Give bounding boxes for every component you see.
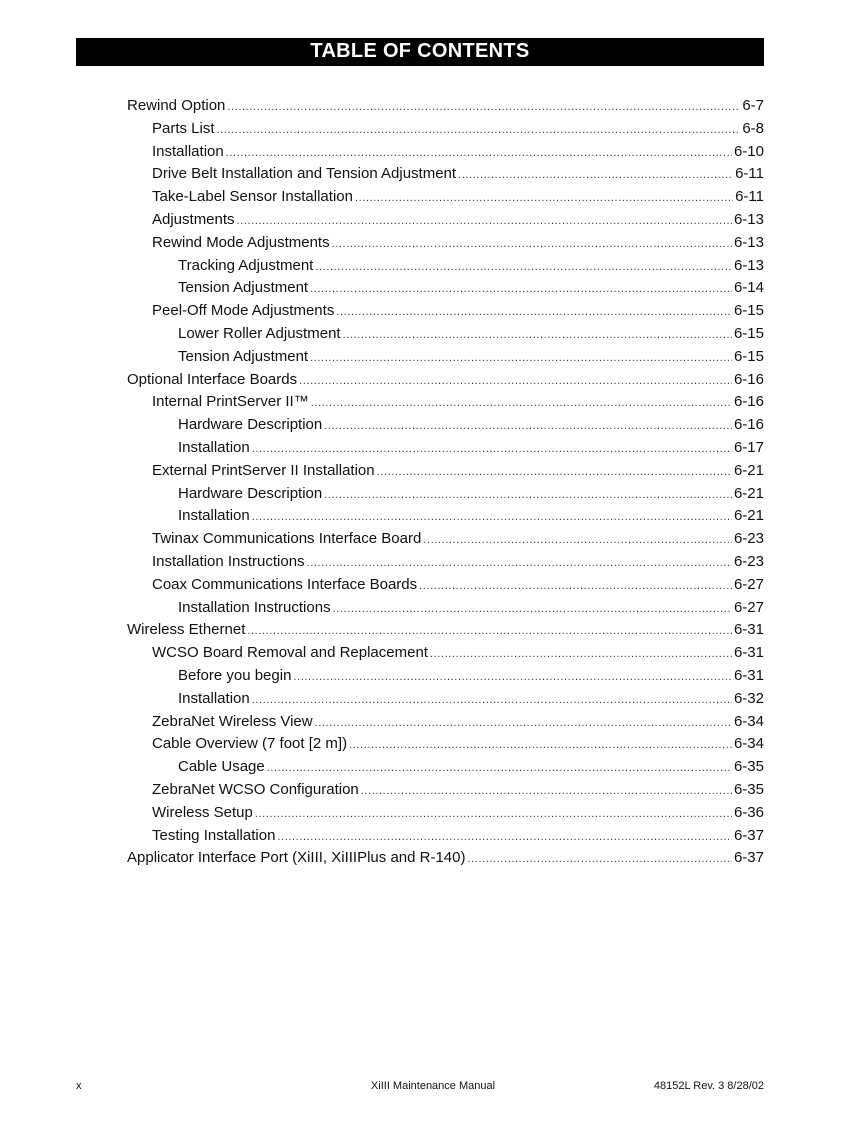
toc-entry-title: Internal PrintServer II™ [152, 393, 309, 411]
toc-leader-dots [252, 438, 732, 461]
toc-entry-title: Adjustments [152, 210, 235, 228]
toc-leader-dots [423, 529, 732, 552]
toc-entry-page: 6-10 [733, 142, 764, 160]
toc-entry-page: 6-15 [733, 347, 764, 365]
toc-entry[interactable] [127, 597, 764, 620]
toc-entry-page: 6-23 [733, 530, 764, 548]
toc-entry[interactable] [127, 232, 764, 255]
toc-entry-title: Rewind Mode Adjustments [152, 233, 330, 251]
toc-entry-page: 6-31 [733, 666, 764, 684]
toc-entry-title: Hardware Description [178, 416, 323, 434]
toc-leader-dots [299, 370, 732, 393]
toc-leader-dots [361, 780, 732, 803]
toc-entry[interactable] [127, 163, 764, 186]
toc-list [127, 95, 764, 870]
toc-entry-page: 6-11 [735, 188, 764, 206]
toc-entry[interactable] [127, 414, 764, 437]
toc-entry-page: 6-15 [733, 302, 764, 320]
toc-entry-page: 6-37 [733, 826, 764, 844]
toc-entry-page: 6-21 [733, 507, 764, 525]
toc-entry[interactable] [127, 460, 764, 483]
toc-entry-title: Installation [178, 507, 250, 525]
toc-entry-title: Wireless Setup [152, 803, 253, 821]
toc-entry-title: Testing Installation [152, 826, 276, 844]
toc-entry[interactable] [127, 505, 764, 528]
footer-document-number: 48152L Rev. 3 8/28/02 [653, 1080, 764, 1092]
toc-entry-title: Coax Communications Interface Boards [152, 575, 418, 593]
toc-entry[interactable] [127, 118, 764, 141]
toc-entry-page: 6-17 [733, 438, 764, 456]
toc-entry[interactable] [127, 323, 764, 346]
toc-title-bar [76, 38, 764, 66]
toc-entry-page: 6-8 [742, 119, 764, 137]
toc-leader-dots [333, 598, 732, 621]
toc-leader-dots [343, 324, 732, 347]
toc-leader-dots [336, 301, 732, 324]
toc-entry-page: 6-21 [733, 484, 764, 502]
toc-entry-title: Installation [152, 142, 224, 160]
toc-entry-title: Installation [178, 438, 250, 456]
toc-leader-dots [430, 643, 732, 666]
toc-entry-title: Twinax Communications Interface Board [152, 530, 422, 548]
toc-leader-dots [267, 757, 732, 780]
toc-entry[interactable] [127, 551, 764, 574]
toc-entry-title: Rewind Option [127, 97, 226, 114]
toc-leader-dots [252, 689, 732, 712]
toc-entry[interactable] [127, 733, 764, 756]
toc-entry-page: 6-15 [733, 324, 764, 342]
toc-entry-page: 6-31 [733, 644, 764, 662]
toc-entry-page: 6-14 [733, 279, 764, 297]
toc-entry-page: 6-34 [733, 735, 764, 753]
toc-title: TABLE OF CONTENTS [310, 40, 530, 62]
toc-entry[interactable] [127, 141, 764, 164]
toc-entry[interactable] [127, 665, 764, 688]
toc-entry-page: 6-31 [733, 621, 764, 639]
toc-leader-dots [217, 119, 741, 142]
toc-entry-title: Wireless Ethernet [127, 621, 246, 639]
toc-entry-title: Before you begin [178, 666, 292, 684]
toc-entry[interactable] [127, 346, 764, 369]
toc-entry[interactable] [127, 300, 764, 323]
toc-entry-title: Hardware Description [178, 484, 323, 502]
toc-entry-page: 6-27 [733, 575, 764, 593]
toc-entry-title: Installation [178, 689, 250, 707]
toc-entry-page: 6-11 [735, 165, 764, 183]
toc-entry-title: ZebraNet WCSO Configuration [152, 780, 359, 798]
toc-entry-title: Lower Roller Adjustment [178, 324, 341, 342]
footer-manual-title: XiIII Maintenance Manual [370, 1080, 496, 1092]
toc-leader-dots [377, 461, 732, 484]
toc-leader-dots [355, 187, 733, 210]
toc-entry-title: Tension Adjustment [178, 347, 309, 365]
toc-entry[interactable] [127, 437, 764, 460]
toc-entry-title: Tension Adjustment [178, 279, 309, 297]
toc-leader-dots [227, 96, 740, 119]
toc-entry[interactable] [127, 369, 764, 392]
toc-entry[interactable] [127, 95, 764, 118]
toc-entry-title: Applicator Interface Port (XiIII, XiIIIPlus and R-140) [127, 849, 466, 867]
toc-entry-title: Optional Interface Boards [127, 370, 298, 388]
toc-leader-dots [310, 347, 732, 370]
toc-leader-dots [315, 712, 732, 735]
toc-entry-title: Drive Belt Installation and Tension Adjustment [152, 165, 457, 183]
toc-entry[interactable] [127, 528, 764, 551]
toc-leader-dots [237, 210, 732, 233]
toc-entry[interactable] [127, 483, 764, 506]
toc-entry-title: External PrintServer II Installation [152, 461, 375, 479]
toc-leader-dots [324, 415, 732, 438]
toc-entry[interactable] [127, 391, 764, 414]
toc-entry-page: 6-13 [733, 233, 764, 251]
toc-entry-page: 6-13 [733, 210, 764, 228]
toc-entry[interactable] [127, 756, 764, 779]
toc-entry[interactable] [127, 277, 764, 300]
footer-page-number: x [76, 1080, 82, 1092]
toc-entry-page: 6-37 [733, 849, 764, 867]
toc-leader-dots [315, 256, 732, 279]
toc-entry-title: Cable Usage [178, 758, 265, 776]
toc-entry[interactable] [127, 825, 764, 848]
toc-entry-page: 6-16 [733, 416, 764, 434]
toc-entry-page: 6-23 [733, 552, 764, 570]
toc-entry-page: 6-32 [733, 689, 764, 707]
toc-entry-title: ZebraNet Wireless View [152, 712, 313, 730]
toc-entry[interactable] [127, 186, 764, 209]
toc-entry-title: Parts List [152, 119, 215, 137]
toc-entry[interactable] [127, 619, 764, 642]
toc-entry-page: 6-34 [733, 712, 764, 730]
toc-entry-page: 6-35 [733, 758, 764, 776]
toc-entry-title: WCSO Board Removal and Replacement [152, 644, 428, 662]
toc-leader-dots [307, 552, 732, 575]
toc-entry-title: Tracking Adjustment [178, 256, 314, 274]
toc-entry[interactable] [127, 688, 764, 711]
toc-entry[interactable] [127, 255, 764, 278]
toc-leader-dots [419, 575, 732, 598]
toc-leader-dots [332, 233, 732, 256]
toc-entry[interactable] [127, 711, 764, 734]
toc-leader-dots [458, 164, 733, 187]
toc-entry-page: 6-36 [733, 803, 764, 821]
toc-leader-dots [349, 734, 732, 757]
toc-leader-dots [252, 506, 732, 529]
toc-leader-dots [293, 666, 732, 689]
toc-entry-page: 6-16 [733, 370, 764, 388]
toc-entry-title: Installation Instructions [152, 552, 305, 570]
toc-entry[interactable] [127, 847, 764, 870]
toc-entry[interactable] [127, 574, 764, 597]
toc-entry-title: Cable Overview (7 foot [2 m]) [152, 735, 348, 753]
toc-entry-page: 6-27 [733, 598, 764, 616]
toc-entry-title: Take-Label Sensor Installation [152, 188, 353, 206]
toc-leader-dots [467, 848, 731, 871]
toc-leader-dots [310, 278, 732, 301]
toc-entry-page: 6-16 [733, 393, 764, 411]
toc-entry[interactable] [127, 779, 764, 802]
toc-entry-page: 6-21 [733, 461, 764, 479]
toc-entry[interactable] [127, 642, 764, 665]
toc-entry-page: 6-7 [742, 97, 764, 114]
toc-entry[interactable] [127, 209, 764, 232]
toc-leader-dots [324, 484, 732, 507]
toc-entry-page: 6-35 [733, 780, 764, 798]
toc-entry-title: Peel-Off Mode Adjustments [152, 302, 335, 320]
toc-entry[interactable] [127, 802, 764, 825]
toc-entry-page: 6-13 [733, 256, 764, 274]
toc-leader-dots [226, 142, 732, 165]
toc-leader-dots [255, 803, 732, 826]
toc-entry-title: Installation Instructions [178, 598, 331, 616]
toc-leader-dots [247, 620, 732, 643]
toc-leader-dots [277, 826, 732, 849]
toc-leader-dots [311, 392, 732, 415]
